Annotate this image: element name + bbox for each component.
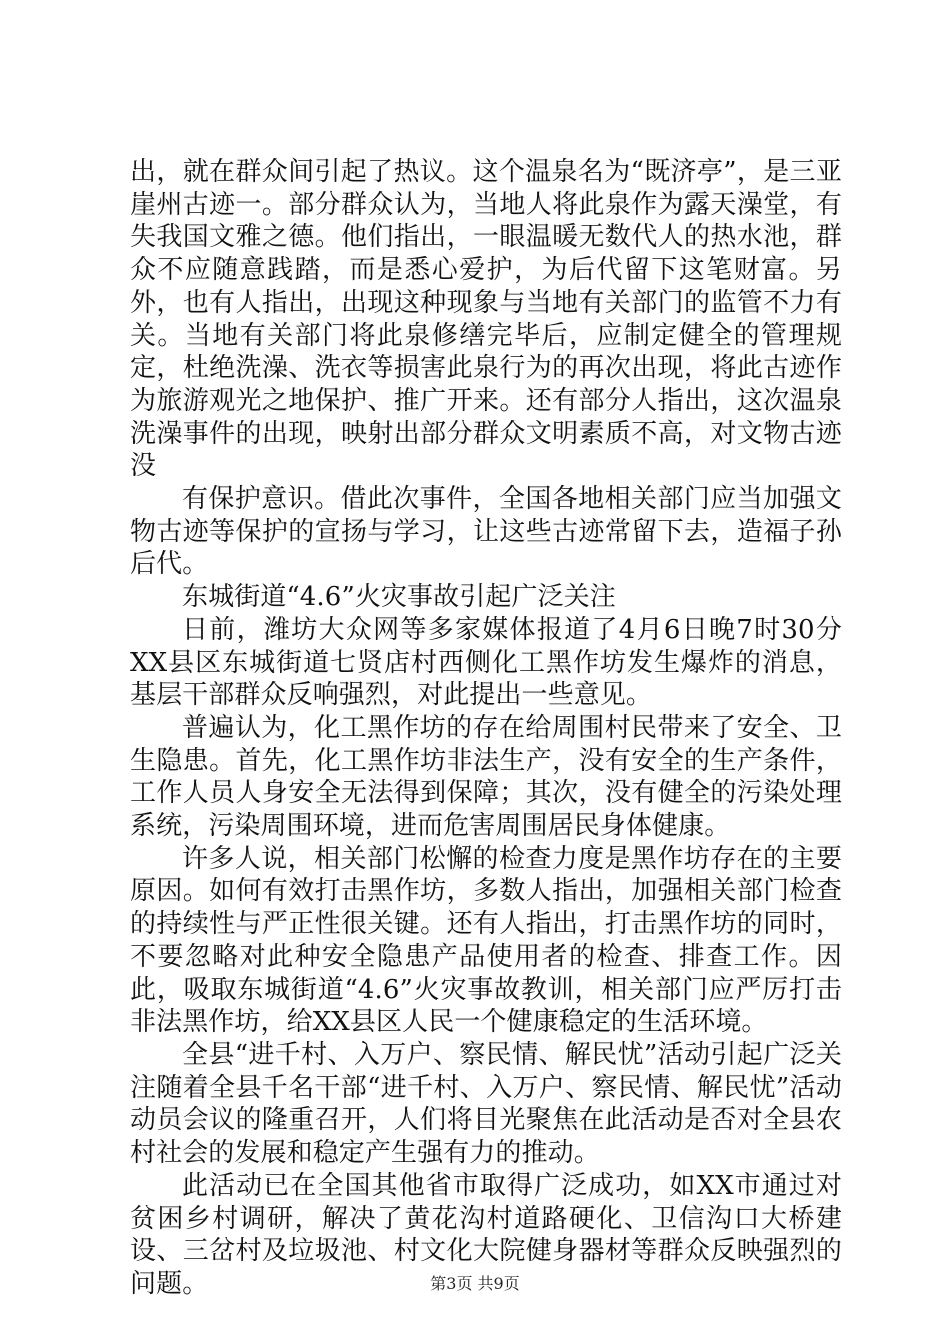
paragraph: 日前，潍坊大众网等多家媒体报道了4月6日晚7时30分XX县区东城街道七贤店村西侧化工黑作坊发生爆炸的消息，基层干部群众反响强烈，对此提出一些意见。 [130, 614, 842, 711]
paragraph: 许多人说，相关部门松懈的检查力度是黑作坊存在的主要原因。如何有效打击黑作坊，多数人指出，加强相关部门检查的持续性与严正性很关键。还有人指出，打击黑作坊的同时，不要忽略对此种安全隐患产品使用者的检查、排查工作。因此，吸取东城街道“4.6”火灾事故教训，相关部门应严厉打击非法黑作坊，给XX县区人民一个健康稳定的生活环境。 [130, 843, 842, 1038]
paragraph: 普遍认为，化工黑作坊的存在给周围村民带来了安全、卫生隐患。首先，化工黑作坊非法生产，没有安全的生产条件，工作人员人身安全无法得到保障；其次，没有健全的污染处理系统，污染周围环境，进而危害周围居民身体健康。 [130, 712, 842, 842]
paragraph: 有保护意识。借此次事件，全国各地相关部门应当加强文物古迹等保护的宣扬与学习，让这些古迹常留下去，造福子孙后代。 [130, 484, 842, 580]
page-number-footer: 第3页 共9页 [430, 1274, 520, 1293]
paragraph-continuation: 出，就在群众间引起了热议。这个温泉名为“既济亭”，是三亚崖州古迹一。部分群众认为，当地人将此泉作为露天澡堂，有失我国文雅之德。他们指出，一眼温暖无数代人的热水池，群众不应随意践踏，而是悉心爱护，为后代留下这笔财富。另外，也有人指出，出现这种现象与当地有关部门的监管不力有关。当地有关部门将此泉修缮完毕后，应制定健全的管理规定，杜绝洗澡、洗衣等损害此泉行为的再次出现，将此古迹作为旅游观光之地保护、推广开来。还有部分人指出，这次温泉洗澡事件的出现，映射出部分群众文明素质不高，对文物古迹没 [130, 157, 842, 482]
paragraph: 此活动已在全国其他省市取得广泛成功，如XX市通过对贫困乡村调研，解决了黄花沟村道路硬化、卫信沟口大桥建设、三岔村及垃圾池、村文化大院健身器材等群众反映强烈的问题。 [130, 1170, 842, 1299]
document-body [130, 156, 842, 1301]
paragraph: 全县“进千村、入万户、察民情、解民忧”活动引起广泛关注随着全县千名干部“进千村、入万户、察民情、解民忧”活动动员会议的隆重召开，人们将目光聚焦在此活动是否对全县农村社会的发展和稳定产生强有力的推动。 [130, 1039, 842, 1169]
section-heading: 东城街道“4.6”火灾事故引起广泛关注 [182, 582, 616, 613]
